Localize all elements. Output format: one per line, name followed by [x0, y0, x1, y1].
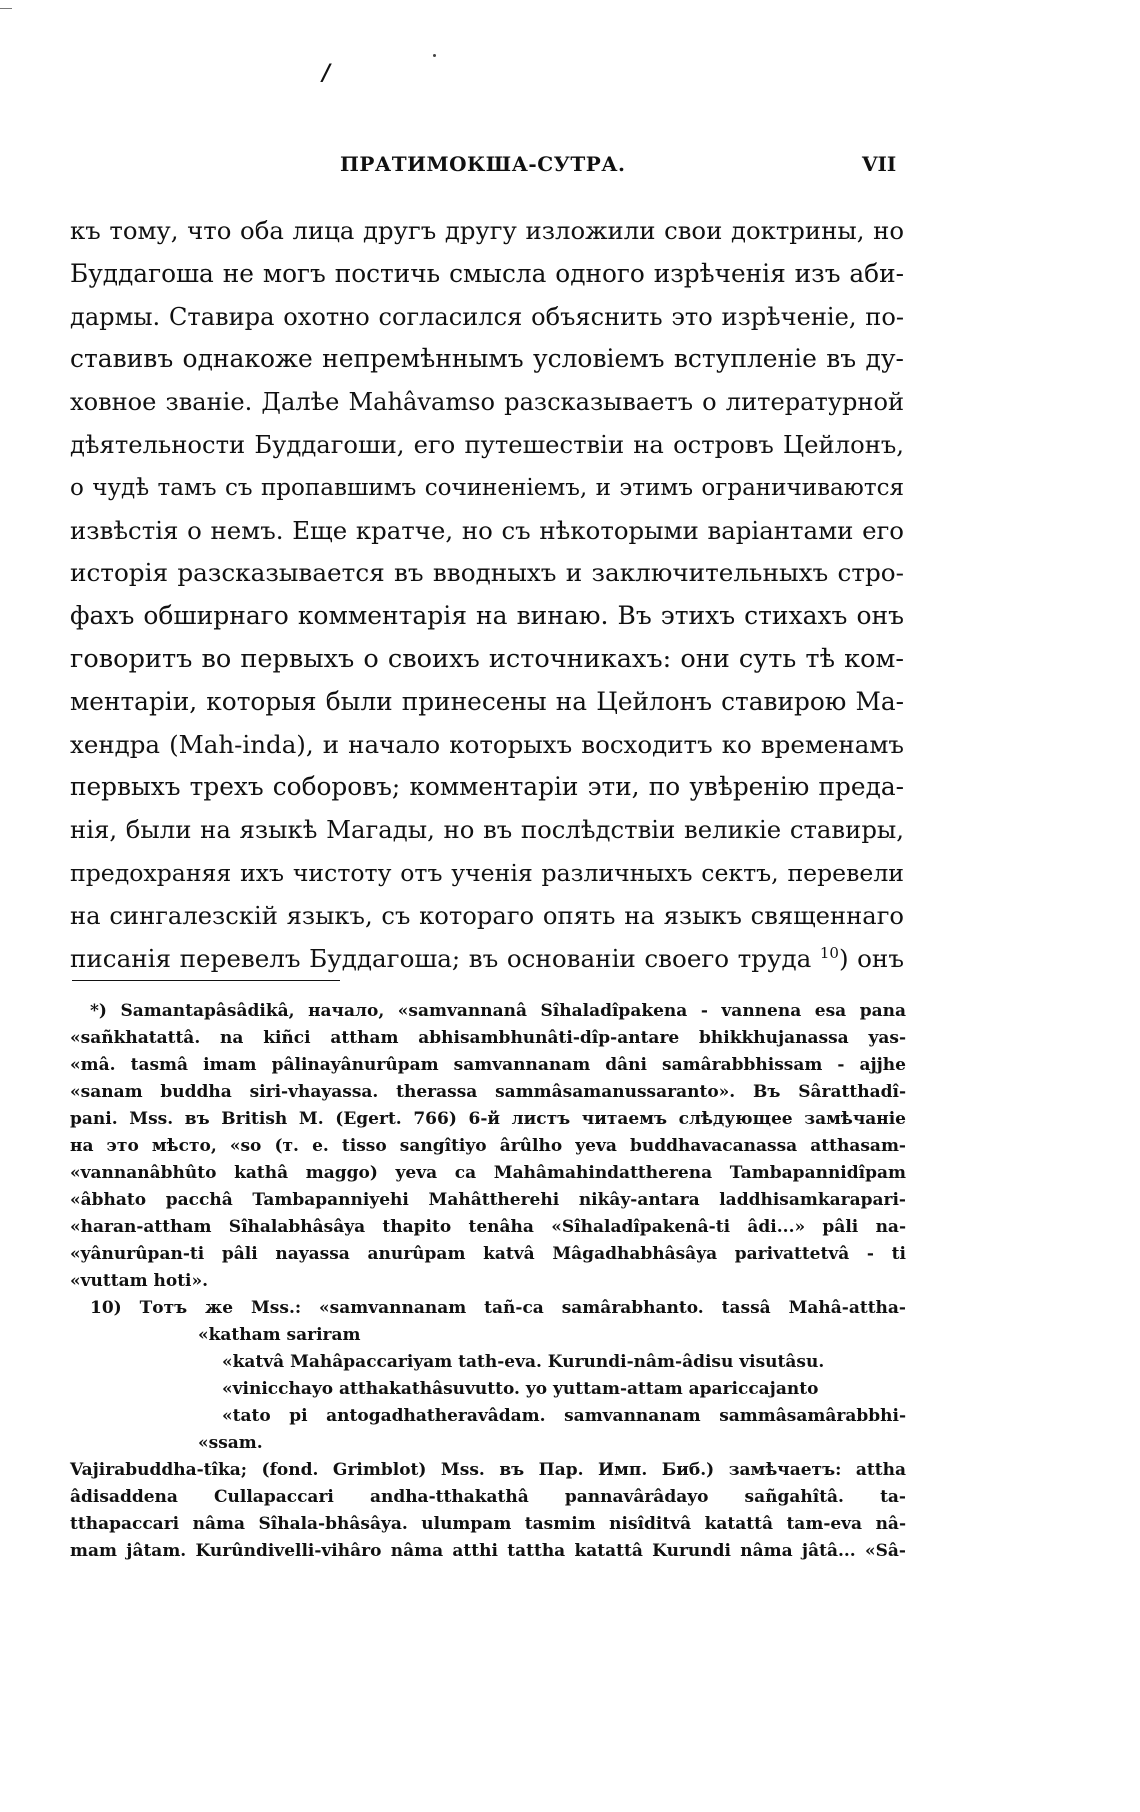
- footnote-9-line: «vannanâbhûto kathâ maggo) yeva ca Mahâmahindattherena Tambapannidîpam: [70, 1163, 906, 1183]
- text-line: ховное званіе. Далѣе Mahâvamso разсказываетъ о литературной: [70, 388, 904, 417]
- footnote-9-line: «mâ. tasmâ imam pâlinayânurûpam samvannanam dâni samârabbhissam - ajjhe: [70, 1055, 906, 1075]
- text-line: ментаріи, которыя были принесены на Цейлонъ ставирою Ма-: [70, 686, 904, 716]
- footnote-10-line: Vajirabuddha-tîka; (fond. Grimblot) Mss. въ Пар. Имп. Биб.) замѣчаетъ: attha: [70, 1460, 906, 1480]
- footnote-9-line: pani. Mss. въ British M. (Egert. 766) 6-й листъ читаемъ слѣдующее замѣчаніе: [70, 1109, 906, 1129]
- footnotes: [70, 998, 906, 1565]
- text-line: извѣстія о немъ. Еще кратче, но съ нѣкоторыми варіантами его: [70, 515, 904, 545]
- text-line: Буддагоша не могъ постичь смысла одного изрѣченія изъ аби-: [70, 258, 904, 288]
- footnote-9-line: «yânurûpan-ti pâli nayassa anurûpam katvâ Mâgadhabhâsâya parivattetvâ - ti: [70, 1244, 906, 1264]
- text-line: говоритъ во первыхъ о своихъ источникахъ: они суть тѣ ком-: [70, 643, 904, 674]
- footnote-9-line: «haran-attham Sîhalabhâsâya thapito tenâha «Sîhaladîpakenâ-ti âdi...» pâli na-: [70, 1217, 906, 1237]
- footnote-10-verse: «katvâ Mahâpaccariyam tath-eva. Kurundi-nâm-âdisu visutâsu.: [222, 1352, 825, 1372]
- text-line: хендра (Mah-inda), и начало которыхъ восходитъ ко временамъ: [70, 729, 904, 759]
- text-line-start: писанія перевелъ Буддагоша; въ основаніи своего труда: [70, 943, 812, 973]
- footnote-10-line: 10) Тотъ же Mss.: «samvannanam tañ-ca samârabhanto. tassâ Mahâ-attha-: [90, 1298, 906, 1318]
- text-line: дармы. Ставира охотно согласился объяснить это изрѣченіе, по-: [70, 302, 904, 331]
- footnote-9-line: «sañkhatattâ. na kiñci attham abhisambhunâti-dîp-antare bhikkhujanassa yas-: [70, 1028, 906, 1048]
- page-number: VII: [862, 152, 897, 176]
- footnote-10-line: tthapaccari nâma Sîhala-bhâsâya. ulumpam tasmim nisîditvâ katattâ tam-eva nâ-: [70, 1514, 906, 1534]
- footnote-10-verse: «katham sariram: [198, 1325, 361, 1345]
- footnote-9-line: «âbhato pacchâ Tambapanniyehi Mahâttherehi nikây-antara laddhisamkarapari-: [70, 1190, 906, 1210]
- text-line: ставивъ однакоже непремѣннымъ условіемъ вступленіе въ ду-: [70, 344, 904, 374]
- ink-speck: /: [322, 60, 331, 86]
- running-title: ПРАТИМОКША-СУТРА.: [340, 152, 626, 176]
- scan-edge-mark: [0, 8, 12, 9]
- footnote-9-line: «vuttam hoti».: [70, 1271, 209, 1291]
- footnote-rule: [72, 980, 340, 981]
- main-text: [70, 210, 904, 980]
- text-line: дѣятельности Буддагоши, его путешествіи на островъ Цейлонъ,: [70, 429, 904, 459]
- text-line: о чудѣ тамъ съ пропавшимъ сочиненіемъ, и этимъ ограничиваются: [70, 474, 904, 501]
- footnote-ref: 10: [819, 943, 839, 962]
- footnote-10-line: mam jâtam. Kurûndivelli-vihâro nâma atthi tattha katattâ Kurundi nâma jâtâ... «Sâ-: [70, 1541, 906, 1561]
- text-line: къ тому, что оба лица другъ другу изложили свои доктрины, но: [70, 216, 904, 245]
- text-line: исторія разсказывается въ вводныхъ и заключительныхъ стро-: [70, 558, 904, 588]
- text-line: на сингалезскій языкъ, съ котораго опять на языкъ священнаго: [70, 901, 904, 930]
- text-line: фахъ обширнаго комментарія на винаю. Въ этихъ стихахъ онъ: [70, 601, 904, 631]
- text-line: первыхъ трехъ соборовъ; комментаріи эти, по увѣренію преда-: [70, 772, 904, 802]
- dot-speck: [433, 54, 436, 57]
- footnote-10-verse: «ssam.: [198, 1433, 263, 1453]
- text-line-end: ) онъ: [838, 943, 904, 973]
- text-line: нія, были на языкѣ Магады, но въ послѣдствіи великіе ставиры,: [70, 815, 904, 845]
- footnote-10-line: âdisaddena Cullapaccari andha-tthakathâ pannavârâdayo sañgahîtâ. ta-: [70, 1487, 906, 1507]
- footnote-9-line: *) Samantapâsâdikâ, начало, «samvannanâ Sîhaladîpakena - vannena esa pana: [90, 1001, 906, 1021]
- footnote-10-verse: «tato pi antogadhatheravâdam. samvannanam sammâsamârabbhi-: [222, 1406, 906, 1426]
- text-line: предохраняя ихъ чистоту отъ ученія различныхъ сектъ, перевели: [70, 858, 904, 887]
- text-line-last: [70, 938, 904, 981]
- footnote-9-line: на это мѣсто, «so (т. е. tisso sangîtiyo ârûlho yeva buddhavacanassa atthasam-: [70, 1136, 906, 1156]
- footnote-9-line: «sanam buddha siri-vhayassa. therassa sammâsamanussaranto». Въ Sâratthadî-: [70, 1082, 906, 1102]
- footnote-10-verse: «vinicchayo atthakathâsuvutto. yo yuttam-attam apariccajanto: [222, 1379, 819, 1399]
